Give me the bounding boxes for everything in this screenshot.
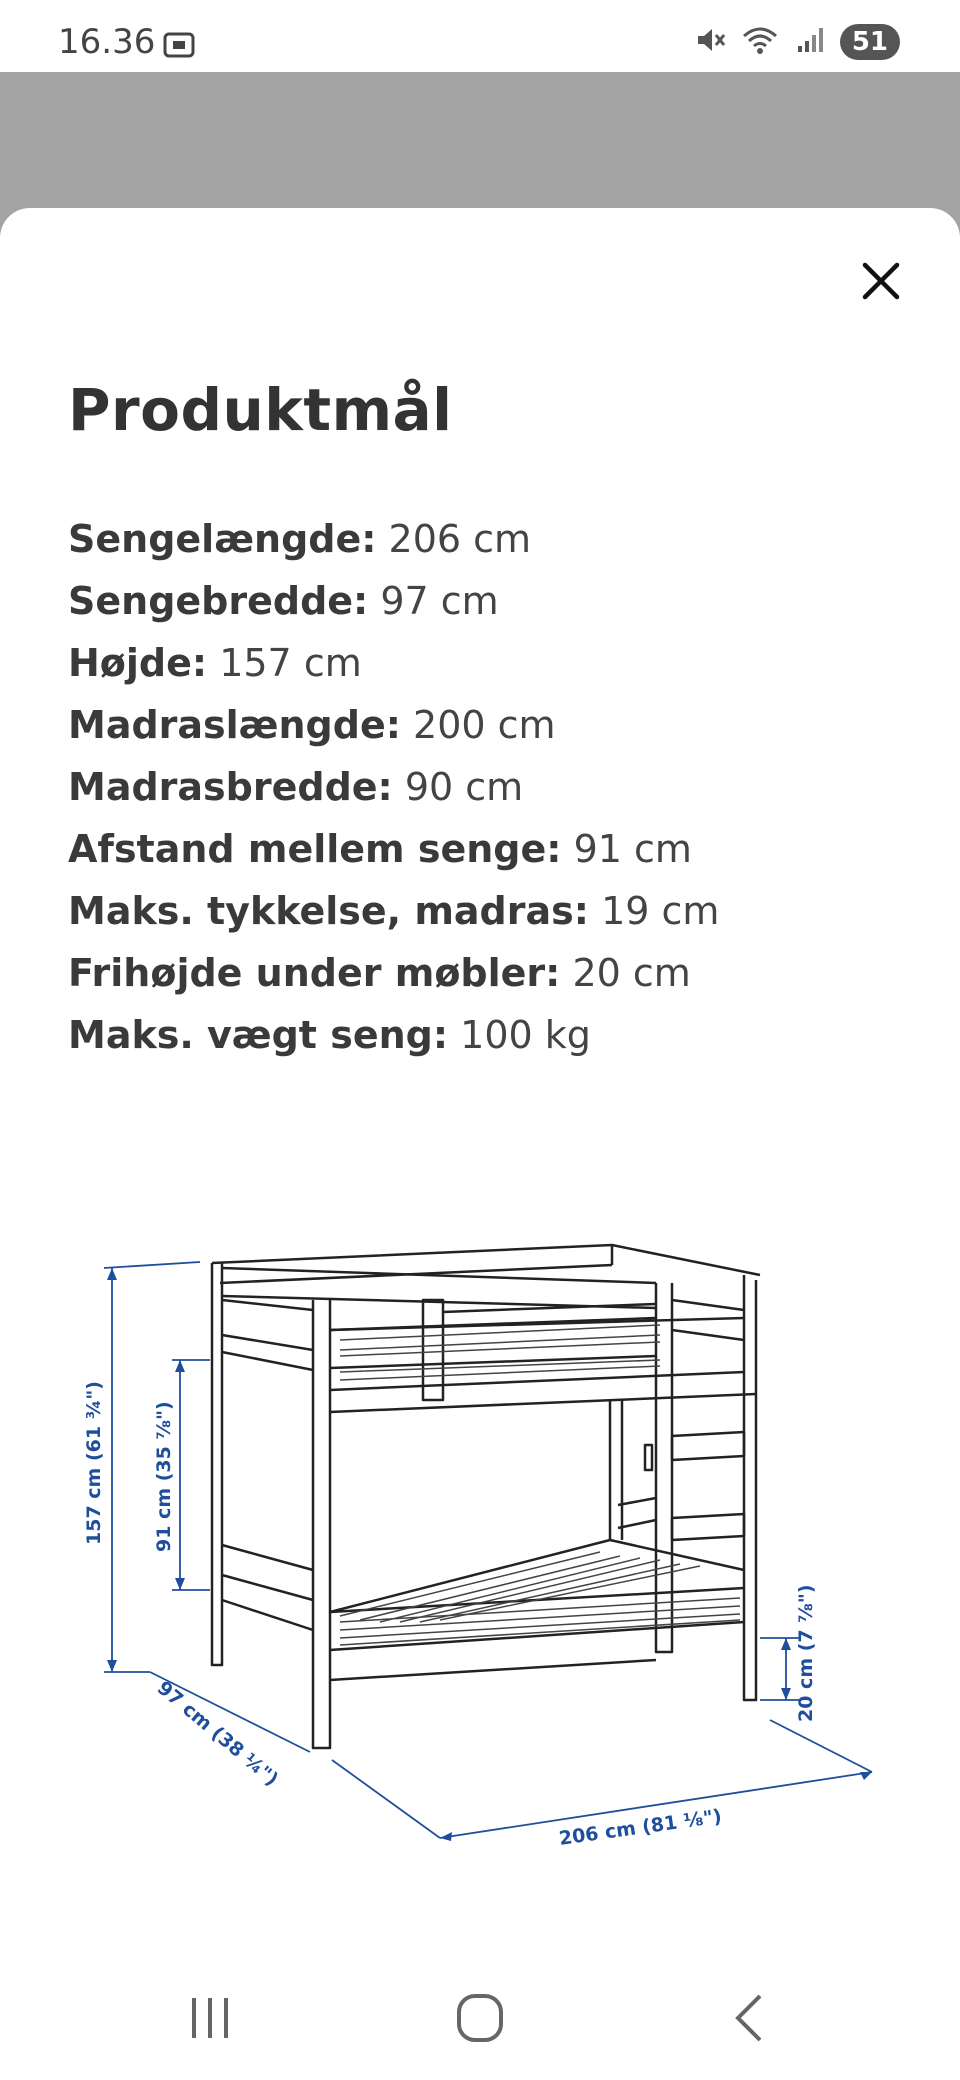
backdrop[interactable] [0, 72, 960, 208]
spec-label: Afstand mellem senge: [68, 827, 562, 871]
status-bar [0, 0, 960, 72]
spec-label: Frihøjde under møbler: [68, 951, 561, 995]
spec-label: Sengelængde: [68, 517, 377, 561]
wifi-icon [740, 24, 780, 60]
spec-row [68, 632, 719, 694]
spec-row [68, 508, 719, 570]
spec-row [68, 756, 719, 818]
spec-value: 91 cm [573, 827, 692, 871]
spec-row [68, 942, 719, 1004]
spec-label: Sengebredde: [68, 579, 369, 623]
spec-label: Madraslængde: [68, 703, 401, 747]
gap-dimension-label: 91 cm (35 ⅞") [153, 1401, 175, 1552]
spec-value: 90 cm [404, 765, 524, 809]
length-dimension-label: 206 cm (81 ⅛") [557, 1805, 724, 1850]
status-icons [694, 24, 900, 60]
signal-icon [794, 24, 826, 60]
bunk-bed-drawing [70, 1230, 890, 1870]
spec-value: 206 cm [388, 517, 532, 561]
spec-label: Madrasbredde: [68, 765, 393, 809]
battery-indicator: 51 [840, 24, 900, 60]
spec-value: 100 kg [460, 1013, 591, 1057]
spec-value: 157 cm [219, 641, 362, 685]
screenshot-icon [162, 28, 196, 66]
home-button[interactable] [450, 1988, 510, 2048]
status-time: 16.36 [58, 22, 156, 62]
recent-apps-icon [180, 1988, 240, 2048]
spec-value: 97 cm [380, 579, 499, 623]
spec-row [68, 880, 719, 942]
spec-row [68, 694, 719, 756]
width-dimension-label: 97 cm (38 ¼") [152, 1676, 283, 1791]
close-button[interactable] [856, 256, 906, 306]
back-icon [720, 1988, 780, 2048]
spec-value: 200 cm [413, 703, 556, 747]
spec-label: Højde: [68, 641, 208, 685]
back-button[interactable] [720, 1988, 780, 2048]
mute-icon [694, 24, 726, 60]
clearance-dimension-label: 20 cm (7 ⅞") [795, 1584, 817, 1722]
spec-value: 20 cm [572, 951, 691, 995]
spec-label: Maks. vægt seng: [68, 1013, 449, 1057]
spec-row [68, 1004, 719, 1066]
home-icon [450, 1988, 510, 2048]
spec-list [68, 508, 719, 1066]
spec-label: Maks. tykkelse, madras: [68, 889, 589, 933]
spec-value: 19 cm [601, 889, 720, 933]
close-icon [861, 261, 901, 301]
bunk-bed-diagram [70, 1230, 890, 1874]
height-dimension-label: 157 cm (61 ¾") [83, 1381, 105, 1545]
page-title: Produktmål [68, 376, 453, 444]
spec-row [68, 570, 719, 632]
spec-row [68, 818, 719, 880]
recent-apps-button[interactable] [180, 1988, 240, 2048]
